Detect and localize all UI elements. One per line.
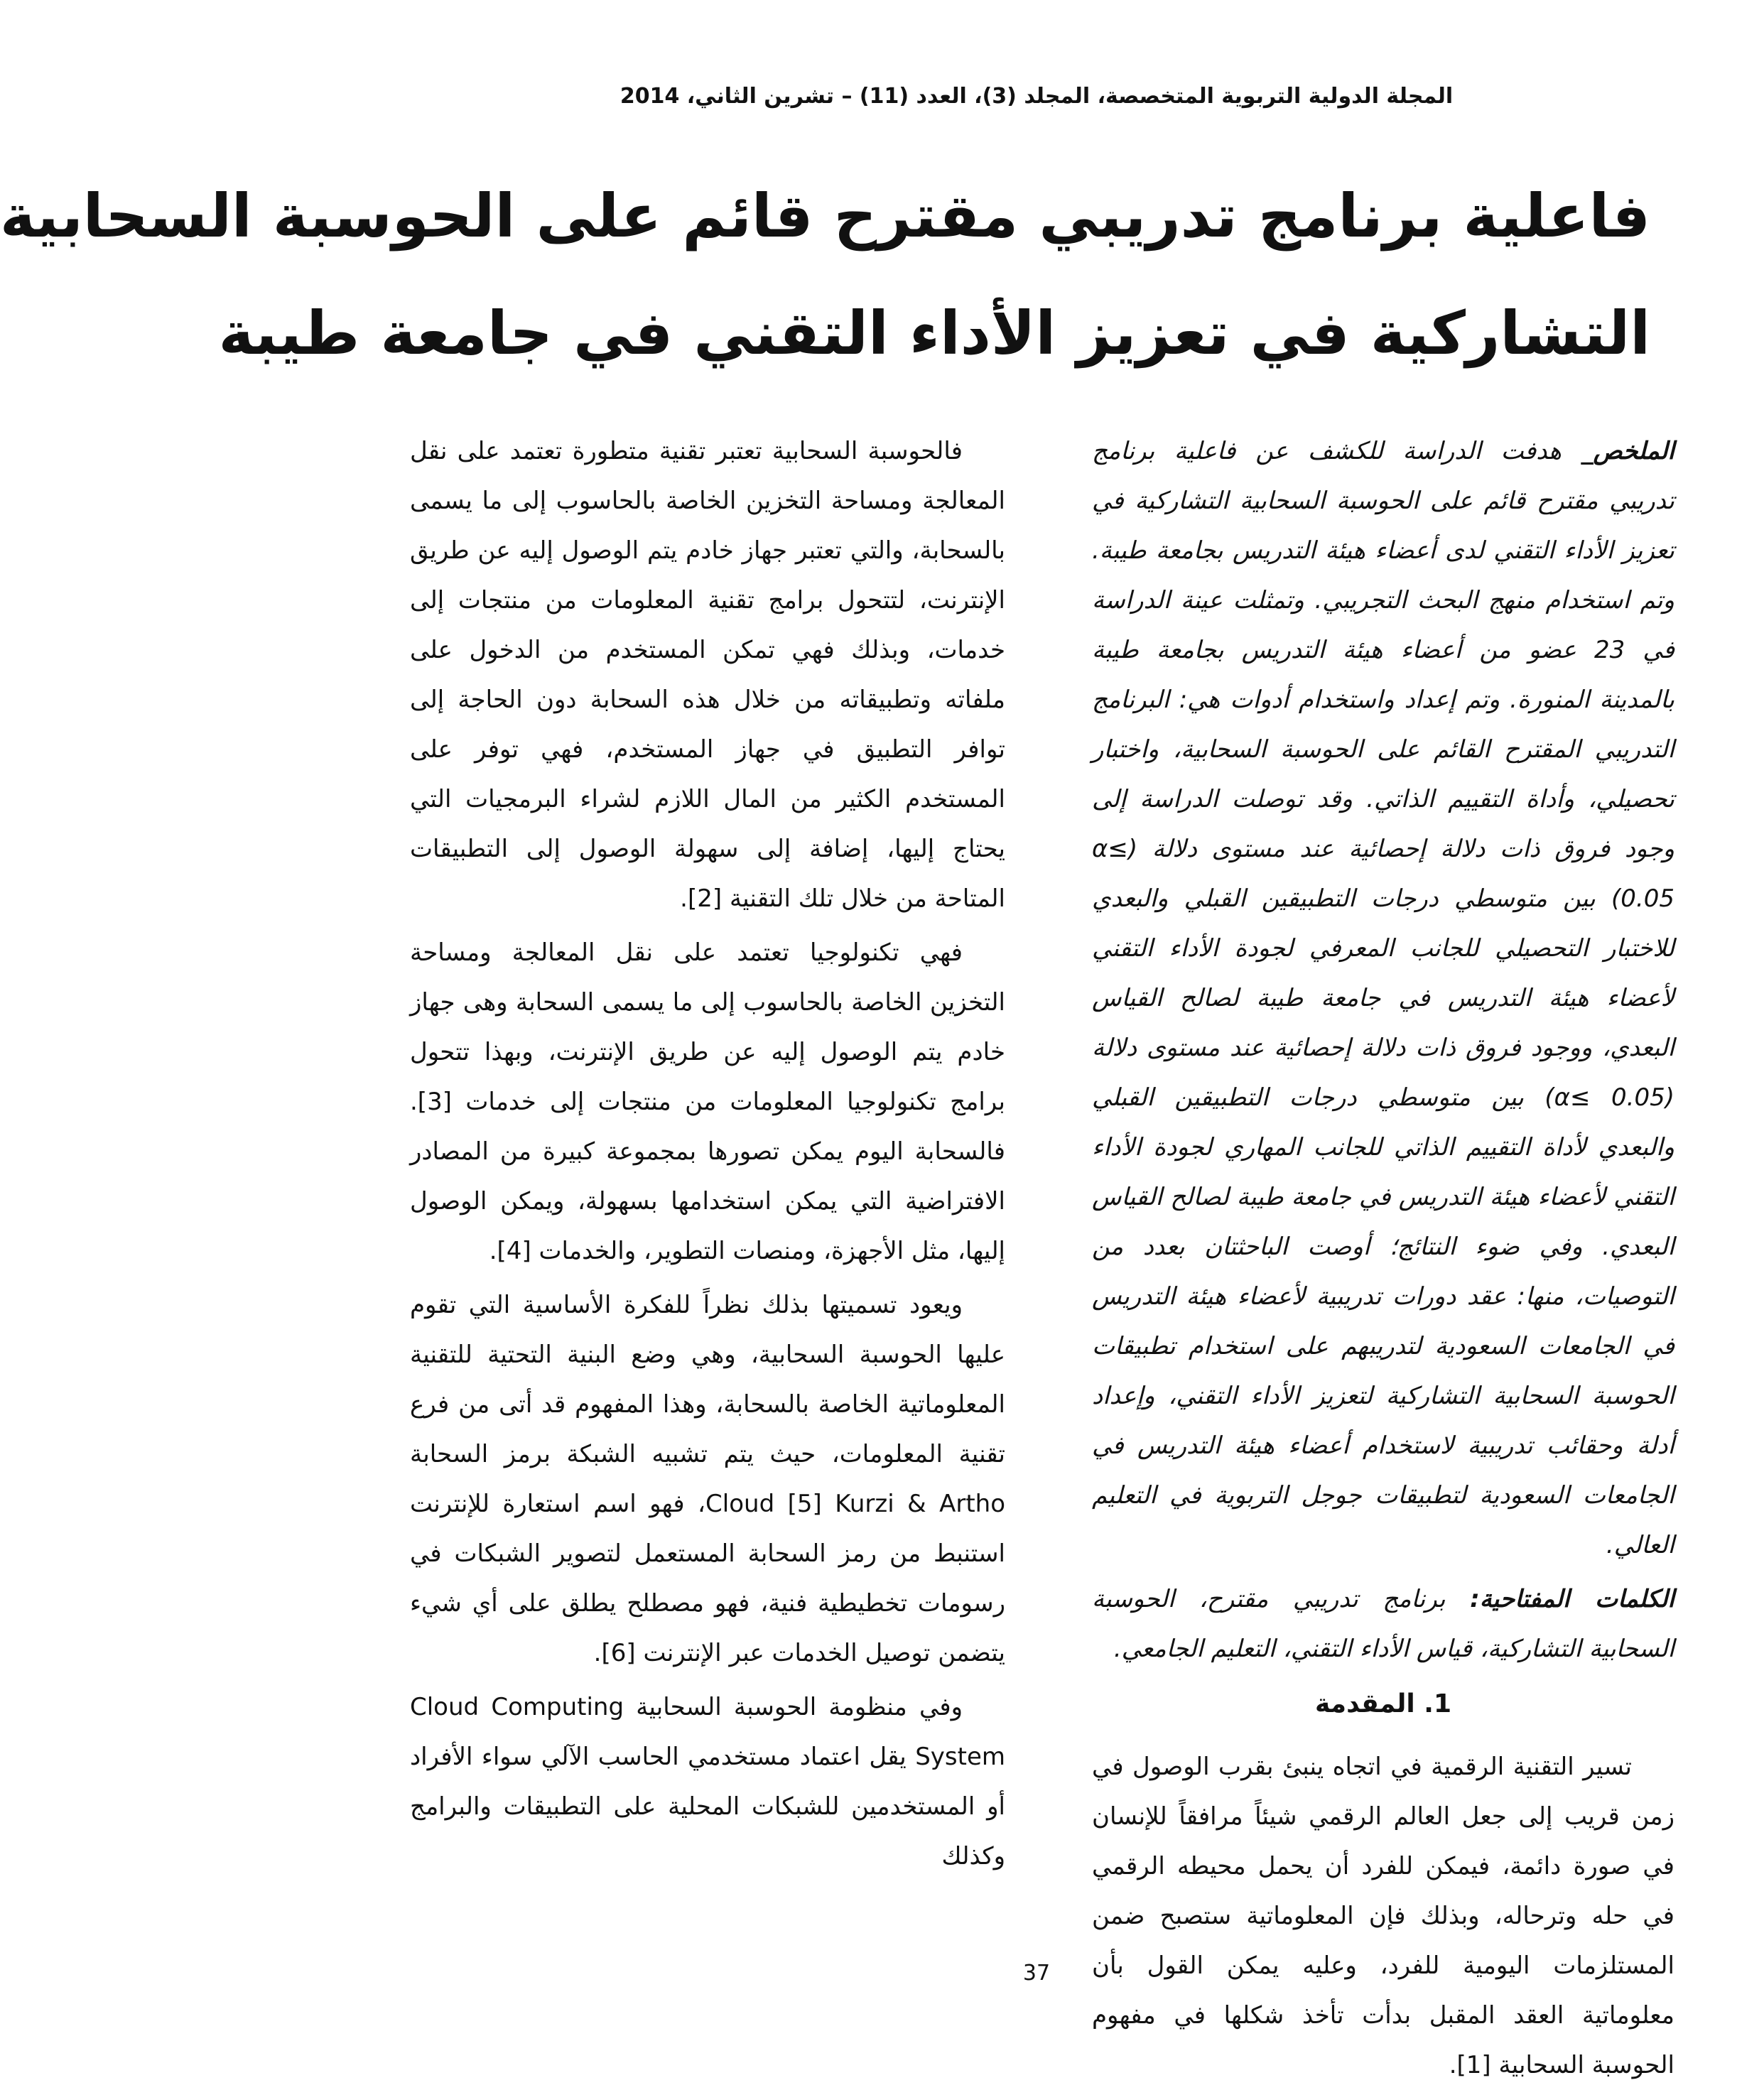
paper-title-line-2: التشاركية في تعزيز الأداء التقني في جامعة طيبة: [218, 298, 1650, 368]
body-paragraph-4: وفي منظومة الحوسبة السحابية Cloud Computing System يقل اعتماد مستخدمي الحاسب الآلي سواء الأفراد أو المستخدمين للشبكات المحلية على التطبيقات والبرامج وكذلك: [410, 1693, 1005, 1870]
keywords-text: برنامج تدريبي مقترح، الحوسبة السحابية التشاركية، قياس الأداء التقني، التعليم الجامعي.: [1092, 1585, 1674, 1663]
body-paragraph-3: ويعود تسميتها بذلك نظراً للفكرة الأساسية التي تقوم عليها الحوسبة السحابية، وهي وضع البنية التحتية للتقنية المعلوماتية الخاصة بالسحابة، وهذا المفهوم قد أتى من فرع تقنية المعلومات، حيث يتم تشبيه الشبكة برمز السحابة Cloud [5] Kurzi & Artho، فهو اسم استعارة للإنترنت استنبط من رمز السحابة المستعمل لتصوير الشبكات في رسومات تخطيطية فنية، فهو مصطلح يطلق على أي شيء يتضمن توصيل الخدمات عبر الإنترنت [6].: [410, 1291, 1005, 1667]
journal-header: المجلة الدولية التربوية المتخصصة، المجلد (3)، العدد (11) – تشرين الثاني، 2014: [619, 84, 1454, 109]
paper-title-line-1: فاعلية برنامج تدريبي مقترح قائم على الحوسبة السحابية: [0, 181, 1650, 251]
introduction-paragraph: تسير التقنية الرقمية في اتجاه ينبئ بقرب الوصول في زمن قريب إلى جعل العالم الرقمي شيئاً مرافقاً للإنسان في صورة دائمة، فيمكن للفرد أن يحمل محيطه الرقمي في حله وترحاله، وبذلك فإن المعلوماتية ستصبح ضمن المستلزمات اليومية للفرد، وعليه يمكن القول بأن معلوماتية العقد المقبل بدأت تأخذ شكلها في مفهوم الحوسبة السحابية [1].: [1092, 1753, 1674, 2079]
introduction-heading: 1. المقدمة: [1314, 1689, 1452, 1718]
page-number: 37: [1022, 1961, 1051, 1986]
left-column: [410, 426, 1005, 1932]
body-paragraph-1: فالحوسبة السحابية تعتبر تقنية متطورة تعتمد على نقل المعالجة ومساحة التخزين الخاصة بالحاسوب إلى ما يسمى بالسحابة، والتي تعتبر جهاز خادم يتم الوصول إليه عن طريق الإنترنت، لتتحول برامج تقنية المعلومات من منتجات إلى خدمات، وبذلك فهي تمكن المستخدم من الدخول على ملفاته وتطبيقاته من خلال هذه السحابة دون الحاجة إلى توافر التطبيق في جهاز المستخدم، فهي توفر على المستخدم الكثير من المال اللازم لشراء البرمجيات التي يحتاج إليها، إضافة إلى سهولة الوصول إلى التطبيقات المتاحة من خلال تلك التقنية [2].: [410, 437, 1005, 913]
right-column: [1092, 426, 1675, 2079]
abstract-text: هدفت الدراسة للكشف عن فاعلية برنامج تدريبي مقترح قائم على الحوسبة السحابية التشاركية في تعزيز الأداء التقني لدى أعضاء هيئة التدريس بجامعة طيبة. وتم استخدام منهج البحث التجريبي. وتمثلت عينة الدراسة في 23 عضو من أعضاء هيئة التدريس بجامعة طيبة بالمدينة المنورة. وتم إعداد واستخدام أدوات هي: البرنامج التدريبي المقترح القائم على الحوسبة السحابية، واختبار تحصيلي، وأداة التقييم الذاتي. وقد توصلت الدراسة إلى وجود فروق ذات دلالة إحصائية عند مستوى دلالة (α≤ 0.05) بين متوسطي درجات التطبيقين القبلي والبعدي للاختبار التحصيلي للجانب المعرفي لجودة الأداء التقني لأعضاء هيئة التدريس في جامعة طيبة لصالح القياس البعدي، ووجود فروق ذات دلالة إحصائية عند مستوى دلالة (α≤ 0.05) بين متوسطي درجات التطبيقين القبلي والبعدي لأداة التقييم الذاتي للجانب المهاري لجودة الأداء التقني لأعضاء هيئة التدريس في جامعة طيبة لصالح القياس البعدي. وفي ضوء النتائج؛ أوصت الباحثتان بعدد من التوصيات، منها: عقد دورات تدريبية لأعضاء هيئة التدريس في الجامعات السعودية لتدريبهم على استخدام تطبيقات الحوسبة السحابية التشاركية لتعزيز الأداء التقني، وإعداد أدلة وحقائب تدريبية لاستخدام أعضاء هيئة التدريس في الجامعات السعودية لتطبيقات جوجل التربوية في التعليم العالي.: [1092, 437, 1675, 1559]
abstract-label: الملخص_: [1581, 437, 1674, 465]
keywords-label: الكلمات المفتاحية:: [1470, 1585, 1674, 1613]
abstract: [1092, 426, 1674, 1570]
keywords: [1092, 1574, 1674, 1674]
body-paragraph-2: فهي تكنولوجيا تعتمد على نقل المعالجة ومساحة التخزين الخاصة بالحاسوب إلى ما يسمى السحابة وهى جهاز خادم يتم الوصول إليه عن طريق الإنترنت، وبهذا تتحول برامج تكنولوجيا المعلومات من منتجات إلى خدمات [3]. فالسحابة اليوم يمكن تصورها بمجموعة كبيرة من المصادر الافتراضية التي يمكن استخدامها بسهولة، ويمكن الوصول إليها، مثل الأجهزة، ومنصات التطوير، والخدمات [4].: [410, 938, 1005, 1265]
